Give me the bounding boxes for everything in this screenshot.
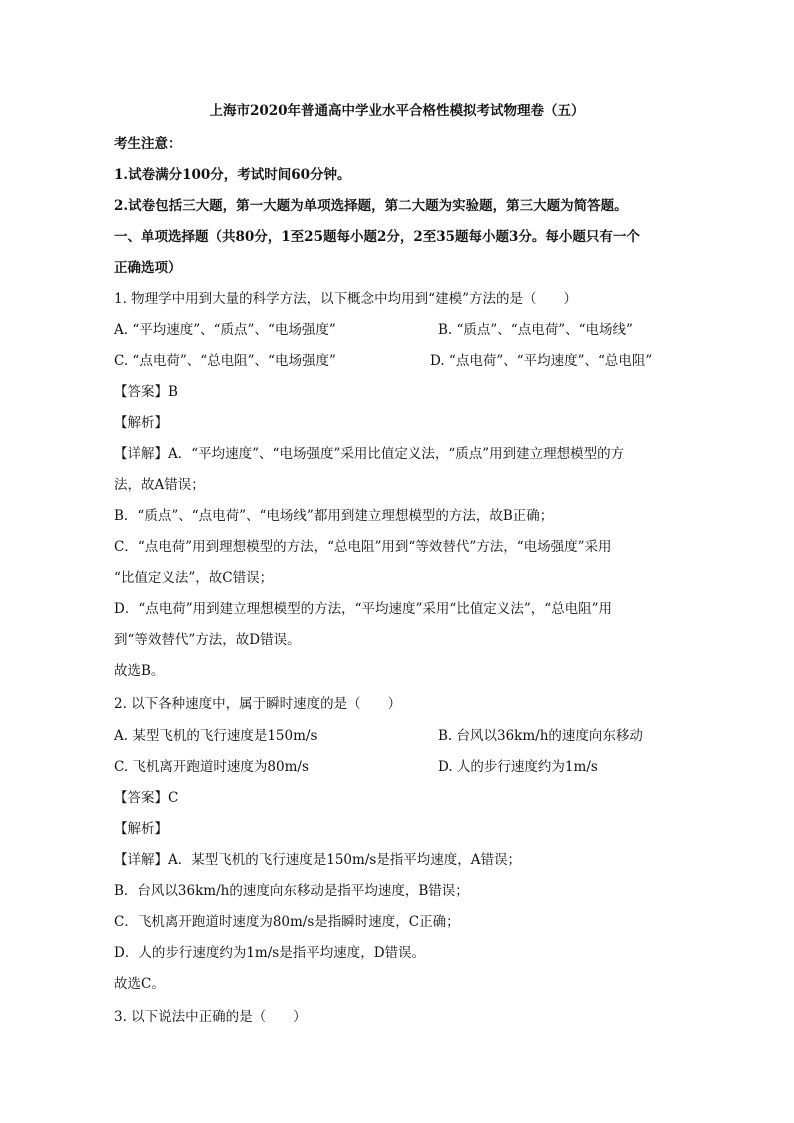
detail-line: 到“等效替代”方法，故D错误。 (114, 632, 301, 648)
analysis-heading: 【解析】 (114, 415, 168, 431)
conclusion: 故选C。 (114, 976, 165, 992)
section-heading: 一、单项选择题（共80分，1至25题每小题2分，2至35题每小题3分。每小题只有一个 (114, 229, 640, 245)
option-b: B. 台风以36km/h的速度向东移动 (438, 728, 643, 744)
detail-line: 【详解】A．“平均速度”、“电场强度”采用比值定义法，“质点”用到建立理想模型的方 (114, 446, 625, 462)
page-title: 上海市2020年普通高中学业水平合格性模拟考试物理卷（五） (209, 103, 585, 119)
option-a: A. “平均速度”、“质点”、“电场强度” (114, 322, 336, 338)
notice-item: 2.试卷包括三大题，第一大题为单项选择题，第二大题为实验题，第三大题为简答题。 (114, 198, 628, 214)
notice-item: 1.试卷满分100分，考试时间60分钟。 (114, 167, 351, 183)
detail-line: D．人的步行速度约为1m/s是指平均速度，D错误。 (114, 945, 426, 961)
detail-line: “比值定义法”，故C错误； (114, 570, 274, 586)
section-heading: 正确选项） (114, 260, 182, 276)
detail-line: B．“质点”、“点电荷”、“电场线”都用到建立理想模型的方法，故B正确； (114, 508, 554, 524)
question-stem: 3. 以下说法中正确的是（ ） (114, 1009, 307, 1025)
answer: 【答案】B (114, 384, 178, 400)
option-b: B. “质点”、“点电荷”、“电场线” (438, 322, 633, 338)
answer: 【答案】C (114, 790, 179, 806)
option-d: D. “点电荷”、“平均速度”、“总电阻” (430, 353, 653, 369)
detail-line: B．台风以36km/h的速度向东移动是指平均速度，B错误； (114, 883, 469, 899)
detail-line: C．“点电荷”用到理想模型的方法，“总电阻”用到“等效替代”方法，“电场强度”采用 (114, 539, 612, 555)
question-stem: 2. 以下各种速度中，属于瞬时速度的是（ ） (114, 696, 402, 712)
question-stem: 1. 物理学中用到大量的科学方法，以下概念中均用到“建模”方法的是（ ） (114, 291, 577, 307)
conclusion: 故选B。 (114, 663, 165, 679)
notice-heading: 考生注意： (114, 136, 182, 152)
detail-line: 【详解】A．某型飞机的飞行速度是150m/s是指平均速度，A错误； (114, 852, 522, 868)
option-c: C. “点电荷”、“总电阻”、“电场强度” (114, 353, 336, 369)
detail-line: D．“点电荷”用到建立理想模型的方法，“平均速度”采用“比值定义法”，“总电阻”用 (114, 601, 613, 617)
option-a: A. 某型飞机的飞行速度是150m/s (114, 728, 318, 744)
detail-line: C．飞机离开跑道时速度为80m/s是指瞬时速度，C正确； (114, 914, 460, 930)
detail-line: 法，故A错误； (114, 477, 205, 493)
option-c: C. 飞机离开跑道时速度为80m/s (114, 759, 309, 775)
option-d: D. 人的步行速度约为1m/s (438, 759, 598, 775)
analysis-heading: 【解析】 (114, 821, 168, 837)
